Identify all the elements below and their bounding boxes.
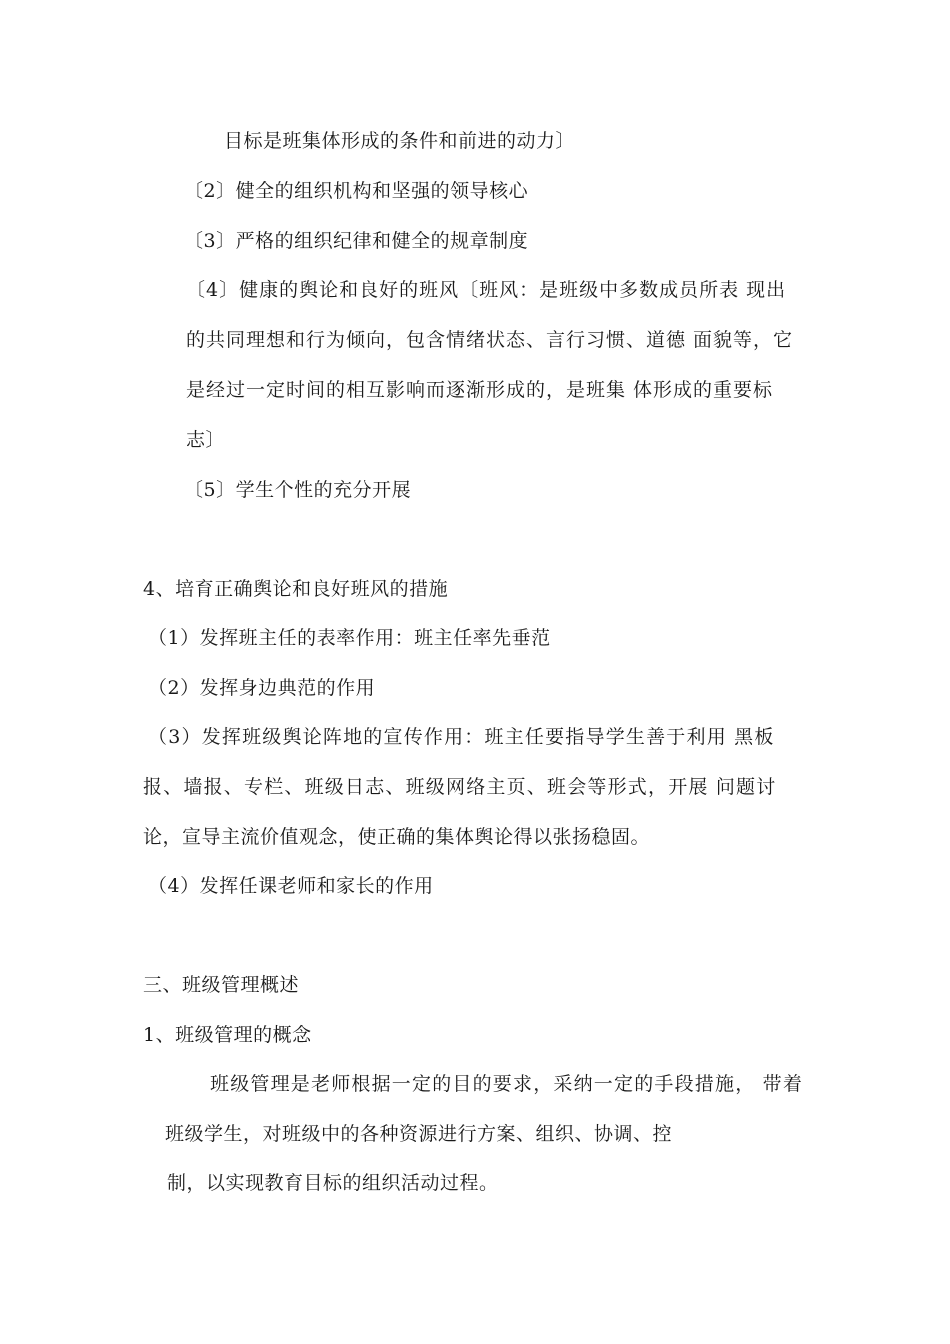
- text-line: 是经过一定时间的相互影响而逐渐形成的，是班集 体形成的重要标: [186, 379, 774, 401]
- list-item: （4）发挥任课老师和家长的作用: [148, 875, 434, 897]
- list-item: 〔4〕健康的舆论和良好的班风〔班风：是班级中多数成员所表 现出: [186, 279, 787, 301]
- subsection-heading: 1、班级管理的概念: [143, 1024, 312, 1046]
- text-line: 制，以实现教育目标的组织活动过程。: [167, 1172, 499, 1194]
- text-line: 班级管理是老师根据一定的目的要求，采纳一定的手段措施， 带着: [210, 1073, 804, 1095]
- section-heading: 三、班级管理概述: [143, 974, 300, 996]
- text-line: 班级学生，对班级中的各种资源进行方案、组织、协调、控: [165, 1123, 673, 1145]
- text-line: 报、墙报、专栏、班级日志、班级网络主页、班会等形式，开展 问题讨: [143, 776, 777, 798]
- list-item: （3）发挥班级舆论阵地的宣传作用：班主任要指导学生善于利用 黑板: [148, 726, 775, 748]
- list-item: （1）发挥班主任的表率作用：班主任率先垂范: [148, 627, 551, 649]
- text-line: 志〕: [186, 429, 226, 451]
- section-heading: 4、培育正确舆论和良好班风的措施: [143, 578, 449, 600]
- text-line: 目标是班集体形成的条件和前进的动力〕: [224, 130, 576, 152]
- list-item: （2）发挥身边典范的作用: [148, 677, 376, 699]
- list-item: 〔5〕学生个性的充分开展: [184, 479, 412, 501]
- text-line: 的共同理想和行为倾向，包含情绪状态、言行习惯、道德 面貌等，它: [186, 329, 794, 351]
- list-item: 〔2〕健全的组织机构和坚强的领导核心: [184, 180, 529, 202]
- list-item: 〔3〕严格的组织纪律和健全的规章制度: [184, 230, 529, 252]
- text-line: 论，宣导主流价值观念，使正确的集体舆论得以张扬稳固。: [143, 826, 651, 848]
